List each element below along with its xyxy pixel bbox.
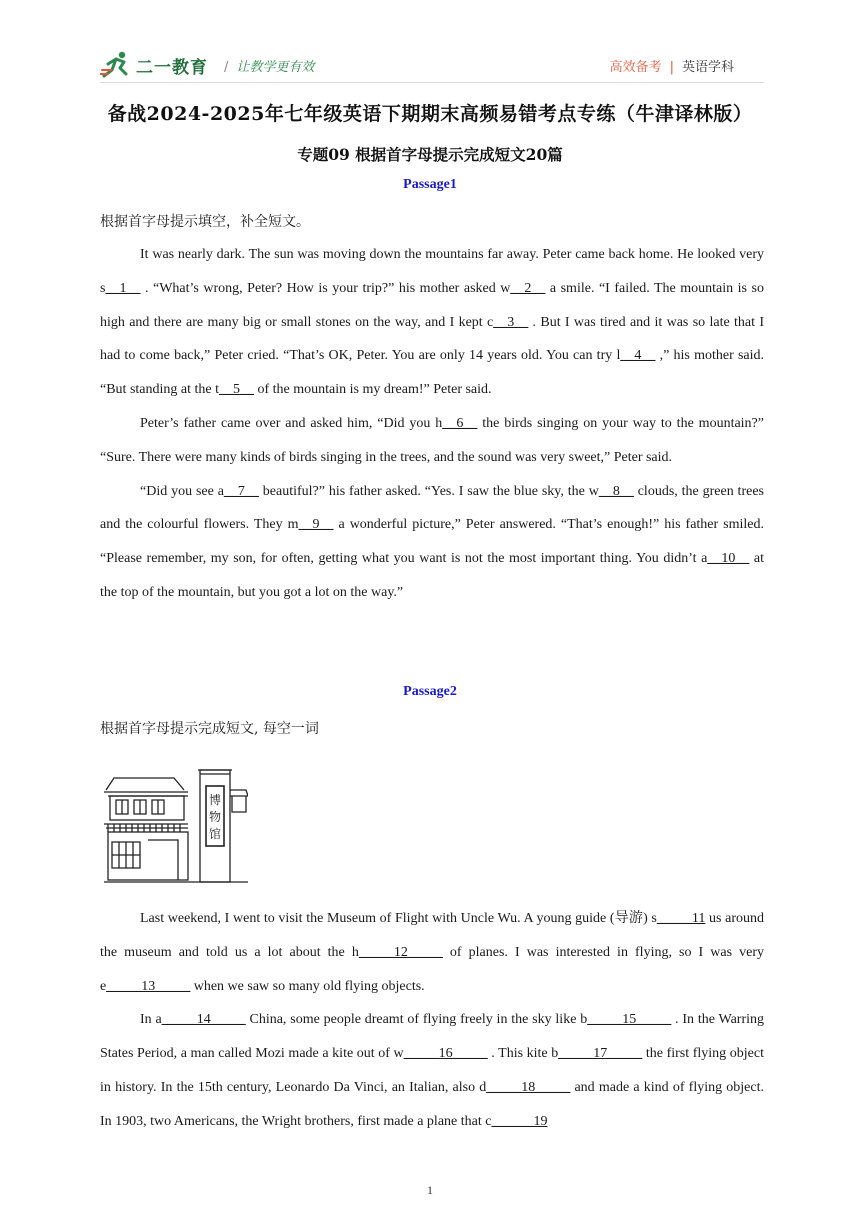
logo-text: 二一教育 xyxy=(136,57,208,78)
museum-sign-char-3: 馆 xyxy=(208,827,222,841)
text-run: ,” his mother said. “But standing at the t xyxy=(100,348,764,398)
answer-blank: __7__ xyxy=(223,483,259,499)
text-run: Peter’s father came over and asked him, “Did you h xyxy=(140,415,443,431)
answer-blank: __3__ xyxy=(493,314,529,330)
paragraph xyxy=(100,1003,764,1138)
answer-blank: __6__ xyxy=(442,415,478,431)
passage1-instruction: 根据首字母提示填空，补全短文。 xyxy=(100,214,310,230)
answer-blank: _____13_____ xyxy=(106,978,191,994)
answer-blank: _____12_____ xyxy=(358,944,443,960)
text-run: . But I was tired and it was so late that I had to come back,” Peter cried. “That’s OK, Peter. You are only 14 years old. You can try l xyxy=(100,314,764,364)
text-run: . “What’s wrong, Peter? How is your trip?” his mother asked w xyxy=(140,280,511,296)
answer-blank: __4__ xyxy=(620,348,656,364)
text-run: a smile. “I failed. The mountain is so high and there are many big or small stones on the way, and I kept c xyxy=(100,280,764,330)
passage2-body xyxy=(100,902,764,1139)
museum-sign-char-2: 物 xyxy=(208,810,222,824)
text-run: of the mountain is my dream!” Peter said. xyxy=(253,382,492,398)
text-run: of planes. I was interested in flying, so I was very e xyxy=(100,944,765,994)
paragraph xyxy=(100,475,764,610)
text-run: It was nearly dark. The sun was moving down the mountains far away. Peter came back home. He looked very s xyxy=(100,247,764,296)
runner-logo-icon xyxy=(100,50,134,80)
answer-blank: _____17_____ xyxy=(558,1046,643,1062)
exam-tag: 高效备考 xyxy=(609,60,662,75)
answer-blank: __1__ xyxy=(105,280,141,296)
text-run: when we saw so many old flying objects. xyxy=(190,978,425,994)
museum-sign-char-1: 博 xyxy=(208,793,222,807)
paragraph xyxy=(100,407,764,475)
header-tags xyxy=(610,56,734,75)
text-run: China, some people dreamt of flying freely in the sky like b xyxy=(245,1012,588,1028)
answer-blank: ______19 xyxy=(491,1113,548,1129)
text-run: . In the Warring States Period, a man called Mozi made a kite out of w xyxy=(100,1012,764,1062)
answer-blank: __9__ xyxy=(298,517,334,533)
text-run: . This kite b xyxy=(487,1046,559,1062)
slogan-separator: / xyxy=(224,60,229,75)
museum-illustration xyxy=(104,766,248,884)
tag-separator: | xyxy=(669,60,674,75)
document-title: 备战2024-2025年七年级英语下期期末高频易错考点专练（牛津译林版） xyxy=(107,103,753,125)
text-run: at the top of the mountain, but you got a lot on the way.” xyxy=(100,551,764,600)
text-run: and made a kind of flying object. In 1903, two Americans, the Wright brothers, first made a plane that c xyxy=(100,1079,764,1129)
paragraph xyxy=(100,902,764,1003)
paragraph xyxy=(100,238,764,407)
answer-blank: __5__ xyxy=(218,382,254,398)
subject-tag: 英语学科 xyxy=(681,60,734,75)
passage2-title: Passage2 xyxy=(403,684,457,699)
passage1-body xyxy=(100,238,764,610)
answer-blank: _____16_____ xyxy=(403,1046,488,1062)
text-run: us around the museum and told us a lot about the h xyxy=(100,911,764,960)
slogan-text: 让教学更有效 xyxy=(236,60,315,75)
text-run: the birds singing on your way to the mountain?” “Sure. There were many kinds of birds singing in the trees, and the sound was very sweet,” Peter said. xyxy=(100,415,764,465)
text-run: In a xyxy=(140,1012,162,1028)
answer-blank: _____18_____ xyxy=(486,1079,571,1095)
passage2-instruction: 根据首字母提示完成短文, 每空一词 xyxy=(100,721,319,737)
text-run: the first flying object in history. In the 15th century, Leonardo Da Vinci, an Italian, also d xyxy=(100,1046,764,1095)
page-number: 1 xyxy=(427,1183,433,1197)
header-divider xyxy=(100,82,764,83)
text-run: a wonderful picture,” Peter answered. “That’s enough!” his father smiled. “Please remember, my son, for often, getting what you want is not the most important thing. You didn’t a xyxy=(100,517,764,567)
text-run: Last weekend, I went to visit the Museum of Flight with Uncle Wu. A young guide (导游) s xyxy=(140,911,657,926)
passage1-title: Passage1 xyxy=(403,177,457,192)
answer-blank: __2__ xyxy=(510,280,546,296)
text-run: beautiful?” his father asked. “Yes. I saw the blue sky, the w xyxy=(258,483,599,499)
page-header xyxy=(100,44,764,84)
text-run: “Did you see a xyxy=(140,483,224,499)
slogan xyxy=(224,56,314,75)
answer-blank: _____11 xyxy=(656,911,706,926)
answer-blank: __10__ xyxy=(707,551,750,567)
brand-logo xyxy=(100,50,208,80)
text-run: clouds, the green trees and the colourful flowers. They m xyxy=(100,483,764,533)
answer-blank: _____14_____ xyxy=(161,1012,246,1028)
document-subtitle: 专题09 根据首字母提示完成短文20篇 xyxy=(297,145,563,164)
answer-blank: __8__ xyxy=(598,483,634,499)
answer-blank: _____15_____ xyxy=(587,1012,672,1028)
